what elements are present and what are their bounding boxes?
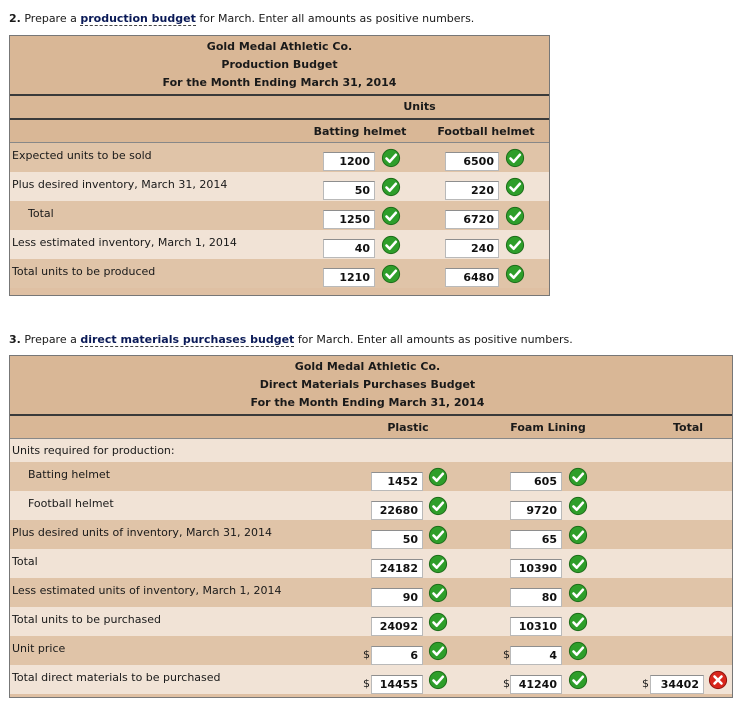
correct-check-icon <box>568 670 588 690</box>
prompt-text: for March. Enter all amounts as positive numbers. <box>297 333 573 346</box>
table-row <box>10 520 732 549</box>
foam-lining-input[interactable]: 65 <box>510 530 562 549</box>
correct-check-icon <box>505 206 525 226</box>
question-2-prompt <box>9 12 474 25</box>
table-row <box>10 549 732 578</box>
plastic-input[interactable]: 6 <box>371 646 423 665</box>
correct-check-icon <box>428 496 448 516</box>
table-row <box>10 259 549 288</box>
currency-symbol: $ <box>363 648 370 661</box>
column-header-foam-lining: Foam Lining <box>510 421 586 434</box>
correct-check-icon <box>428 554 448 574</box>
company-name: Gold Medal Athletic Co. <box>294 360 441 373</box>
foam-lining-input[interactable]: 10310 <box>510 617 562 636</box>
correct-check-icon <box>568 612 588 632</box>
correct-check-icon <box>505 235 525 255</box>
prompt-text: Prepare a <box>24 12 77 25</box>
correct-check-icon <box>428 670 448 690</box>
glossary-link-direct-materials-purchases-budget[interactable]: direct materials purchases budget <box>80 333 295 346</box>
prompt-text: for March. Enter all amounts as positive numbers. <box>199 12 475 25</box>
budget-period: For the Month Ending March 31, 2014 <box>162 76 397 89</box>
correct-check-icon <box>505 177 525 197</box>
correct-check-icon <box>568 641 588 661</box>
row-label: Unit price <box>12 642 66 655</box>
batting-helmet-input[interactable]: 1250 <box>323 210 375 229</box>
foam-lining-input[interactable]: 605 <box>510 472 562 491</box>
units-header: Units <box>10 96 549 118</box>
row-label: Plus desired inventory, March 31, 2014 <box>12 178 228 191</box>
correct-check-icon <box>568 496 588 516</box>
budget-title: Production Budget <box>221 58 338 71</box>
row-label: Batting helmet <box>28 468 111 481</box>
units-required-label: Units required for production: <box>12 444 175 457</box>
plastic-input[interactable]: 1452 <box>371 472 423 491</box>
batting-helmet-input[interactable]: 1210 <box>323 268 375 287</box>
table-row <box>10 201 549 230</box>
prompt-text: Prepare a <box>24 333 77 346</box>
correct-check-icon <box>505 264 525 284</box>
row-label: Football helmet <box>28 497 114 510</box>
table-row <box>10 665 732 694</box>
column-header-football-helmet: Football helmet <box>437 125 535 138</box>
budget-title: Direct Materials Purchases Budget <box>259 378 476 391</box>
correct-check-icon <box>505 148 525 168</box>
table-row <box>10 491 732 520</box>
correct-check-icon <box>568 583 588 603</box>
row-label: Total <box>12 555 38 568</box>
row-label: Less estimated units of inventory, March 1, 2014 <box>12 584 282 597</box>
production-budget-table <box>9 35 550 296</box>
table-row <box>10 636 732 665</box>
incorrect-x-icon <box>708 670 728 690</box>
plastic-input[interactable]: 24092 <box>371 617 423 636</box>
question-3-prompt <box>9 333 573 346</box>
total-input[interactable]: 34402 <box>650 675 704 694</box>
foam-lining-input[interactable]: 80 <box>510 588 562 607</box>
foam-lining-input[interactable]: 4 <box>510 646 562 665</box>
foam-lining-input[interactable]: 41240 <box>510 675 562 694</box>
foam-lining-input[interactable]: 9720 <box>510 501 562 520</box>
table-row <box>10 172 549 201</box>
glossary-link-production-budget[interactable]: production budget <box>80 12 196 25</box>
plastic-input[interactable]: 90 <box>371 588 423 607</box>
correct-check-icon <box>428 612 448 632</box>
correct-check-icon <box>428 641 448 661</box>
row-label: Total units to be produced <box>12 265 156 278</box>
plastic-input[interactable]: 14455 <box>371 675 423 694</box>
foam-lining-input[interactable]: 10390 <box>510 559 562 578</box>
football-helmet-input[interactable]: 6500 <box>445 152 499 171</box>
correct-check-icon <box>568 554 588 574</box>
table-row <box>10 462 732 491</box>
correct-check-icon <box>381 148 401 168</box>
correct-check-icon <box>381 206 401 226</box>
currency-symbol: $ <box>503 648 510 661</box>
football-helmet-input[interactable]: 220 <box>445 181 499 200</box>
currency-symbol: $ <box>642 677 649 690</box>
correct-check-icon <box>428 583 448 603</box>
correct-check-icon <box>568 525 588 545</box>
section-row <box>10 439 732 462</box>
currency-symbol: $ <box>503 677 510 690</box>
column-header-total: Total <box>672 421 704 434</box>
direct-materials-budget-table <box>9 355 733 698</box>
batting-helmet-input[interactable]: 40 <box>323 239 375 258</box>
row-label: Expected units to be sold <box>12 149 152 162</box>
batting-helmet-input[interactable]: 1200 <box>323 152 375 171</box>
batting-helmet-input[interactable]: 50 <box>323 181 375 200</box>
table-header <box>10 36 549 94</box>
table-row <box>10 230 549 259</box>
football-helmet-input[interactable]: 240 <box>445 239 499 258</box>
row-label: Less estimated inventory, March 1, 2014 <box>12 236 237 249</box>
question-number: 3. <box>9 333 21 346</box>
correct-check-icon <box>428 467 448 487</box>
table-header <box>10 356 732 414</box>
correct-check-icon <box>381 177 401 197</box>
company-name: Gold Medal Athletic Co. <box>206 40 353 53</box>
plastic-input[interactable]: 22680 <box>371 501 423 520</box>
row-label: Plus desired units of inventory, March 31, 2014 <box>12 526 272 539</box>
correct-check-icon <box>381 235 401 255</box>
column-header-batting-helmet: Batting helmet <box>313 125 407 138</box>
budget-period: For the Month Ending March 31, 2014 <box>250 396 485 409</box>
row-label: Total direct materials to be purchased <box>12 671 221 684</box>
plastic-input[interactable]: 50 <box>371 530 423 549</box>
table-row <box>10 578 732 607</box>
correct-check-icon <box>568 467 588 487</box>
row-label: Total units to be purchased <box>12 613 161 626</box>
football-helmet-input[interactable]: 6480 <box>445 268 499 287</box>
table-row <box>10 607 732 636</box>
correct-check-icon <box>381 264 401 284</box>
table-row <box>10 143 549 172</box>
plastic-input[interactable]: 24182 <box>371 559 423 578</box>
currency-symbol: $ <box>363 677 370 690</box>
question-number: 2. <box>9 12 21 25</box>
column-header-plastic: Plastic <box>387 421 429 434</box>
correct-check-icon <box>428 525 448 545</box>
football-helmet-input[interactable]: 6720 <box>445 210 499 229</box>
row-label: Total <box>28 207 54 220</box>
